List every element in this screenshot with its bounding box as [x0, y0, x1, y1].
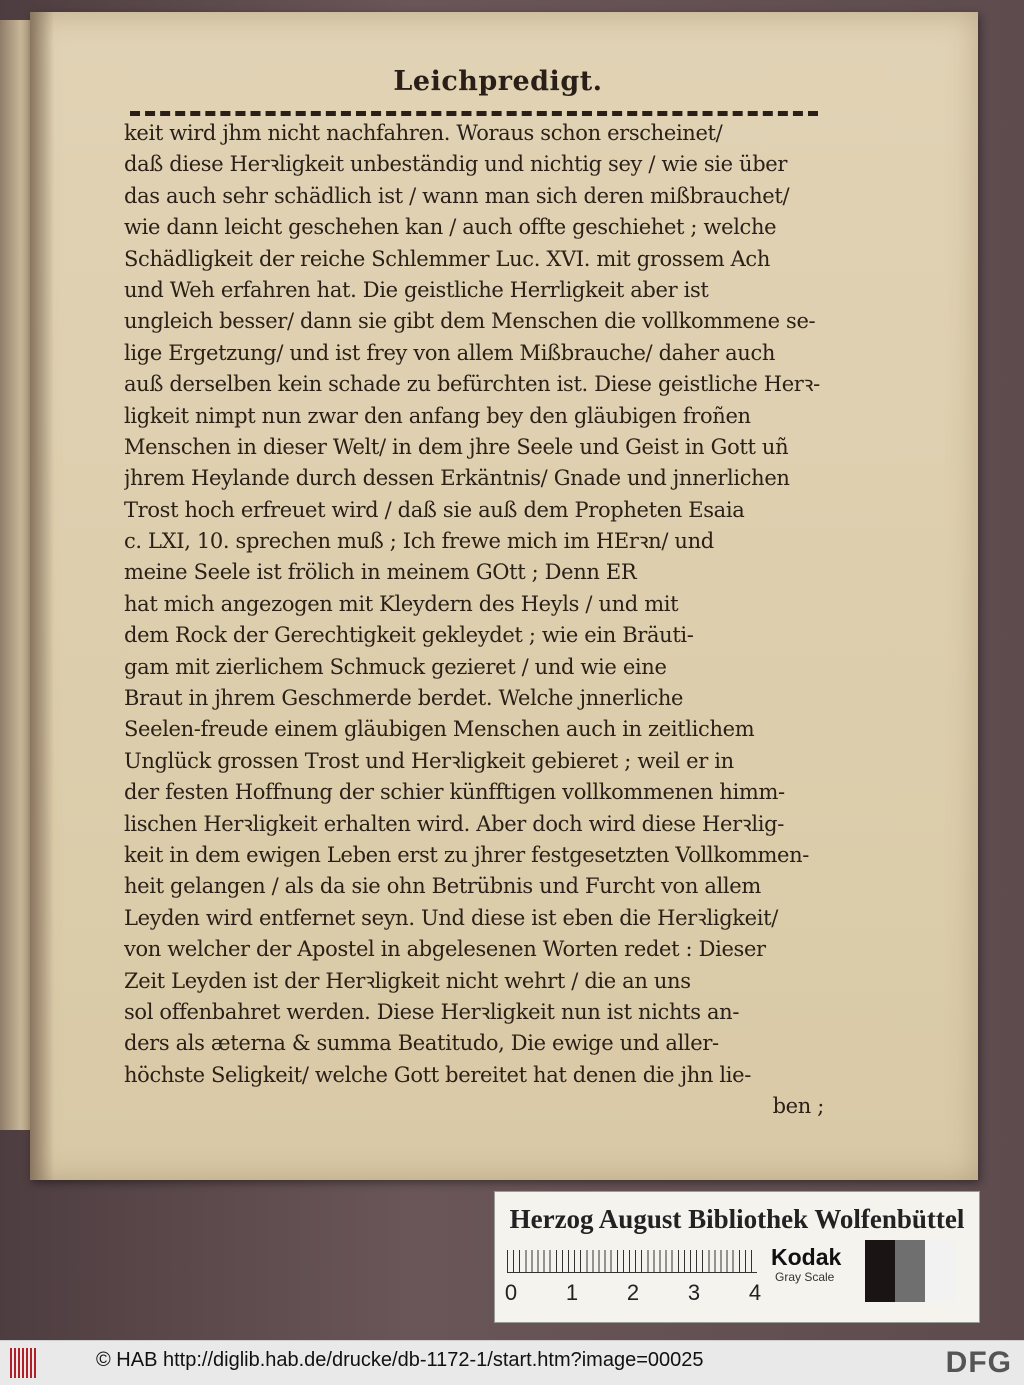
text-line: Trost hoch erfreuet wird / daß sie auß dem Propheten Esaia [124, 497, 745, 522]
text-line: das auch sehr schädlich ist / wann man sich deren mißbrauchet/ [124, 183, 790, 208]
gray-patch-dark [865, 1240, 895, 1302]
gray-patch-mid [895, 1240, 925, 1302]
text-line: daß diese Herꝛligkeit unbeständig und nichtig sey / wie sie über [124, 152, 788, 177]
text-line: lige Ergetzung/ und ist frey von allem Mißbrauche/ daher auch [124, 340, 776, 365]
text-line: Braut in jhrem Geschmerde berdet. Welche jnnerliche [124, 686, 684, 711]
text-line: lischen Herꝛligkeit erhalten wird. Aber doch wird diese Herꝛlig- [124, 811, 784, 836]
ruler-number: 1 [565, 1280, 579, 1305]
text-line: der festen Hoffnung der schier künfftigen vollkommenen himm- [124, 780, 785, 805]
ruler-number: 3 [687, 1280, 701, 1305]
kodak-logo: Kodak [771, 1244, 842, 1270]
text-line: Zeit Leyden ist der Herꝛligkeit nicht wehrt / die an uns [124, 968, 691, 993]
text-line: gam mit zierlichem Schmuck gezieret / und wie eine [124, 654, 667, 679]
ruler-number: 0 [504, 1280, 518, 1305]
text-line: dem Rock der Gerechtigkeit gekleydet ; wie ein Bräuti- [124, 623, 694, 648]
text-line: meine Seele ist frölich in meinem GOtt ; Denn ER [124, 560, 637, 585]
color-target-card [494, 1191, 980, 1323]
text-line: ligkeit nimpt nun zwar den anfang bey den gläubigen froñen [124, 403, 751, 428]
text-line: sol offenbahret werden. Diese Herꝛligkeit nun ist nichts an- [124, 999, 740, 1024]
ruler-scale [507, 1250, 757, 1273]
page-gutter-shadow [30, 12, 54, 1180]
text-line: ders als æterna & summa Beatitudo, Die ewige und aller- [124, 1031, 719, 1056]
text-line: von welcher der Apostel in abgelesenen Worten redet : Dieser [124, 937, 766, 962]
text-line: ungleich besser/ dann sie gibt dem Menschen die vollkommene se- [124, 309, 816, 334]
ruler-number: 4 [748, 1280, 762, 1305]
text-line: c. LXI, 10. sprechen muß ; Ich frewe mich im HErꝛn/ und [124, 529, 714, 554]
text-line: ben ; [772, 1094, 824, 1119]
gray-scale-label: Gray Scale [775, 1270, 835, 1284]
body-text [124, 118, 824, 1123]
text-line: und Weh erfahren hat. Die geistliche Herrligkeit aber ist [124, 277, 709, 302]
library-name: Herzog August Bibliothek Wolfenbüttel [509, 1204, 965, 1234]
text-line: wie dann leicht geschehen kan / auch offte geschiehet ; welche [124, 215, 777, 240]
ruler-number: 2 [626, 1280, 640, 1305]
text-line: jhrem Heylande durch dessen Erkäntnis/ Gnade und jnnerlichen [124, 466, 790, 491]
text-line: auß derselben kein schade zu befürchten ist. Diese geistliche Herꝛ- [124, 372, 820, 397]
text-line: Menschen in dieser Welt/ in dem jhre Seele und Geist in Gott uñ [124, 434, 789, 459]
text-line: Seelen-freude einem gläubigen Menschen auch in zeitlichem [124, 717, 755, 742]
text-line: keit wird jhm nicht nachfahren. Woraus schon erscheinet/ [124, 121, 723, 145]
footer-bar [0, 1340, 1024, 1385]
text-line: hat mich angezogen mit Kleydern des Heyls / und mit [124, 591, 679, 616]
dfg-logo: DFG [945, 1346, 1012, 1379]
gray-patch-light [925, 1240, 955, 1302]
book-page [30, 12, 978, 1180]
header-rule [130, 111, 818, 116]
running-head: Leichpredigt. [393, 66, 603, 97]
text-line: keit in dem ewigen Leben erst zu jhrer festgesetzten Vollkommen- [124, 842, 810, 867]
text-line: Unglück grossen Trost und Herꝛligkeit gebieret ; weil er in [124, 748, 734, 773]
copyright-link[interactable]: © HAB http://diglib.hab.de/drucke/db-1172-1/start.htm?image=00025 [96, 1349, 704, 1371]
text-line: höchste Seligkeit/ welche Gott bereitet hat denen die jhn lie- [124, 1062, 751, 1087]
text-line: heit gelangen / als da sie ohn Betrübnis und Furcht von allem [124, 874, 761, 899]
hab-logo-icon [10, 1348, 38, 1378]
text-line: Leyden wird entfernet seyn. Und diese ist eben die Herꝛligkeit/ [124, 905, 778, 930]
text-line: Schädligkeit der reiche Schlemmer Luc. XVI. mit grossem Ach [124, 246, 771, 271]
